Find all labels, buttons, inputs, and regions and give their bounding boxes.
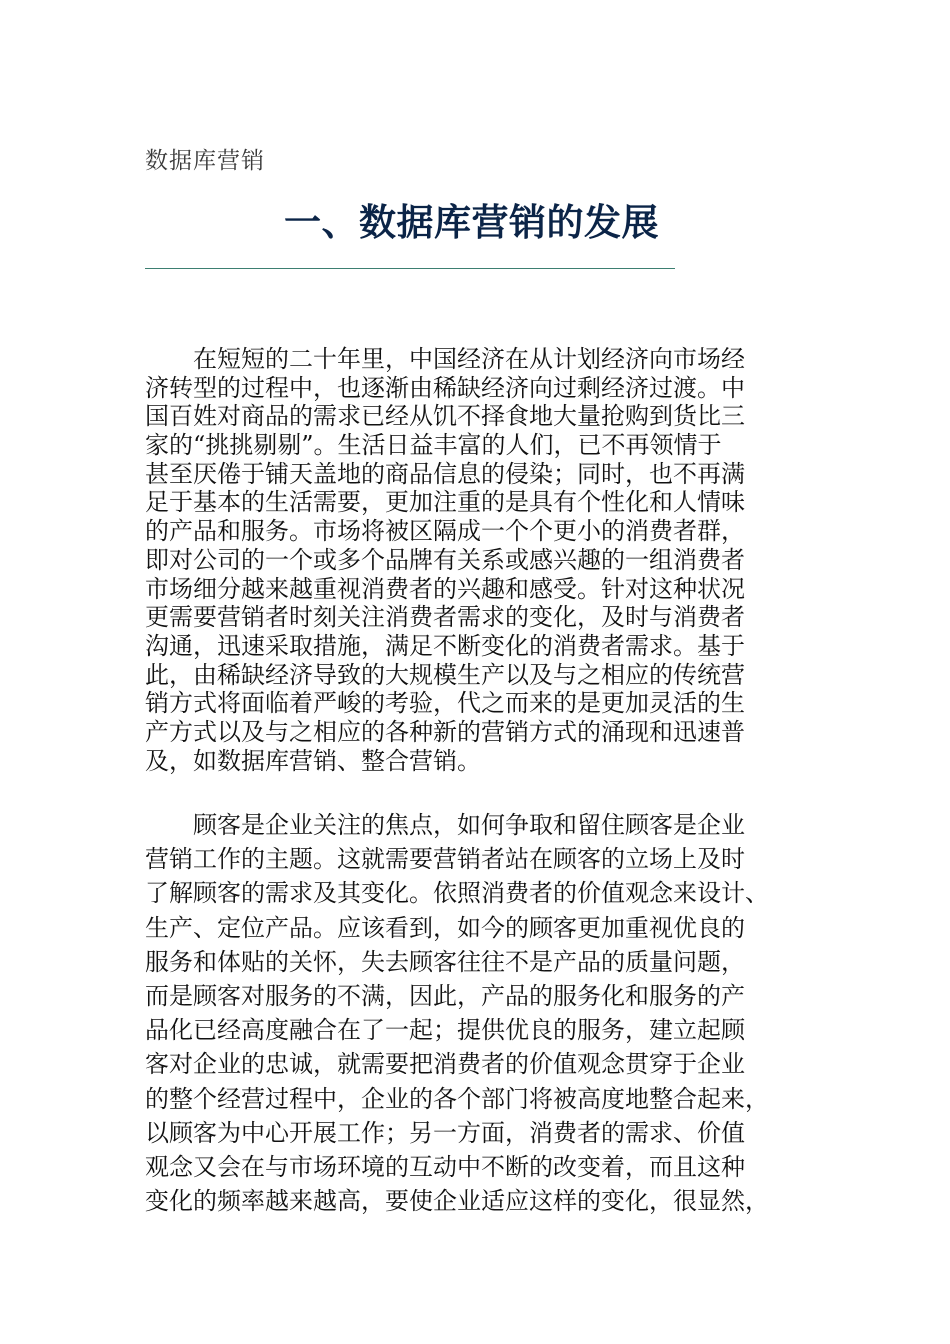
paragraph-line: 此，由稀缺经济导致的大规模生产以及与之相应的传统营: [145, 660, 745, 689]
paragraph-line: 的整个经营过程中，企业的各个部门将被高度地整合起来，: [145, 1084, 769, 1113]
paragraph-line: 市场细分越来越重视消费者的兴趣和感受。针对这种状况: [145, 574, 745, 603]
paragraph-line: 即对公司的一个或多个品牌有关系或感兴趣的一组消费者: [145, 545, 745, 574]
paragraph-line: 而是顾客对服务的不满，因此，产品的服务化和服务的产: [145, 981, 745, 1010]
paragraph-line: 产方式以及与之相应的各种新的营销方式的涌现和迅速普: [145, 717, 745, 746]
paragraph-line: 变化的频率越来越高，要使企业适应这样的变化，很显然，: [145, 1187, 769, 1216]
paragraph-line: 生产、定位产品。应该看到，如今的顾客更加重视优良的: [145, 913, 745, 942]
paragraph-line: 销方式将面临着严峻的考验，代之而来的是更加灵活的生: [145, 689, 745, 718]
paragraph-2: [145, 808, 795, 1218]
paragraph-line: 家的“挑挑剔剔”。生活日益丰富的人们，已不再领情于: [145, 431, 722, 460]
paragraph-line: 服务和体贴的关怀，失去顾客往往不是产品的质量问题，: [145, 947, 745, 976]
paragraph-line: 在短短的二十年里，中国经济在从计划经济向市场经: [145, 345, 745, 373]
paragraph-line: 营销工作的主题。这就需要营销者站在顾客的立场上及时: [145, 845, 745, 874]
paragraph-line: 顾客是企业关注的焦点，如何争取和留住顾客是企业: [145, 811, 745, 839]
paragraph-line: 甚至厌倦于铺天盖地的商品信息的侵染；同时，也不再满: [145, 459, 745, 488]
paragraph-line: 客对企业的忠诚，就需要把消费者的价值观念贯穿于企业: [145, 1050, 745, 1079]
paragraph-line: 以顾客为中心开展工作；另一方面，消费者的需求、价值: [145, 1118, 745, 1147]
paragraph-line: 更需要营销者时刻关注消费者需求的变化，及时与消费者: [145, 603, 745, 632]
paragraph-line: 国百姓对商品的需求已经从饥不择食地大量抢购到货比三: [145, 402, 745, 431]
paragraph-line: 观念又会在与市场环境的互动中不断的改变着，而且这种: [145, 1152, 745, 1181]
title-underline-rule: [145, 268, 675, 269]
paragraph-line: 济转型的过程中，也逐渐由稀缺经济向过剩经济过渡。中: [145, 373, 745, 402]
paragraph-line: 足于基本的生活需要，更加注重的是具有个性化和人情味: [145, 488, 745, 517]
paragraph-line: 了解顾客的需求及其变化。依照消费者的价值观念来设计、: [145, 879, 769, 908]
running-head: 数据库营销: [145, 148, 265, 174]
paragraph-line: 及，如数据库营销、整合营销。: [145, 746, 481, 775]
paragraph-1: [145, 345, 815, 775]
chapter-title: 一、数据库营销的发展: [284, 201, 659, 244]
paragraph-line: 沟通，迅速采取措施，满足不断变化的消费者需求。基于: [145, 631, 745, 660]
paragraph-line: 品化已经高度融合在了一起；提供优良的服务，建立起顾: [145, 1016, 745, 1045]
paragraph-line: 的产品和服务。市场将被区隔成一个个更小的消费者群，: [145, 517, 745, 546]
